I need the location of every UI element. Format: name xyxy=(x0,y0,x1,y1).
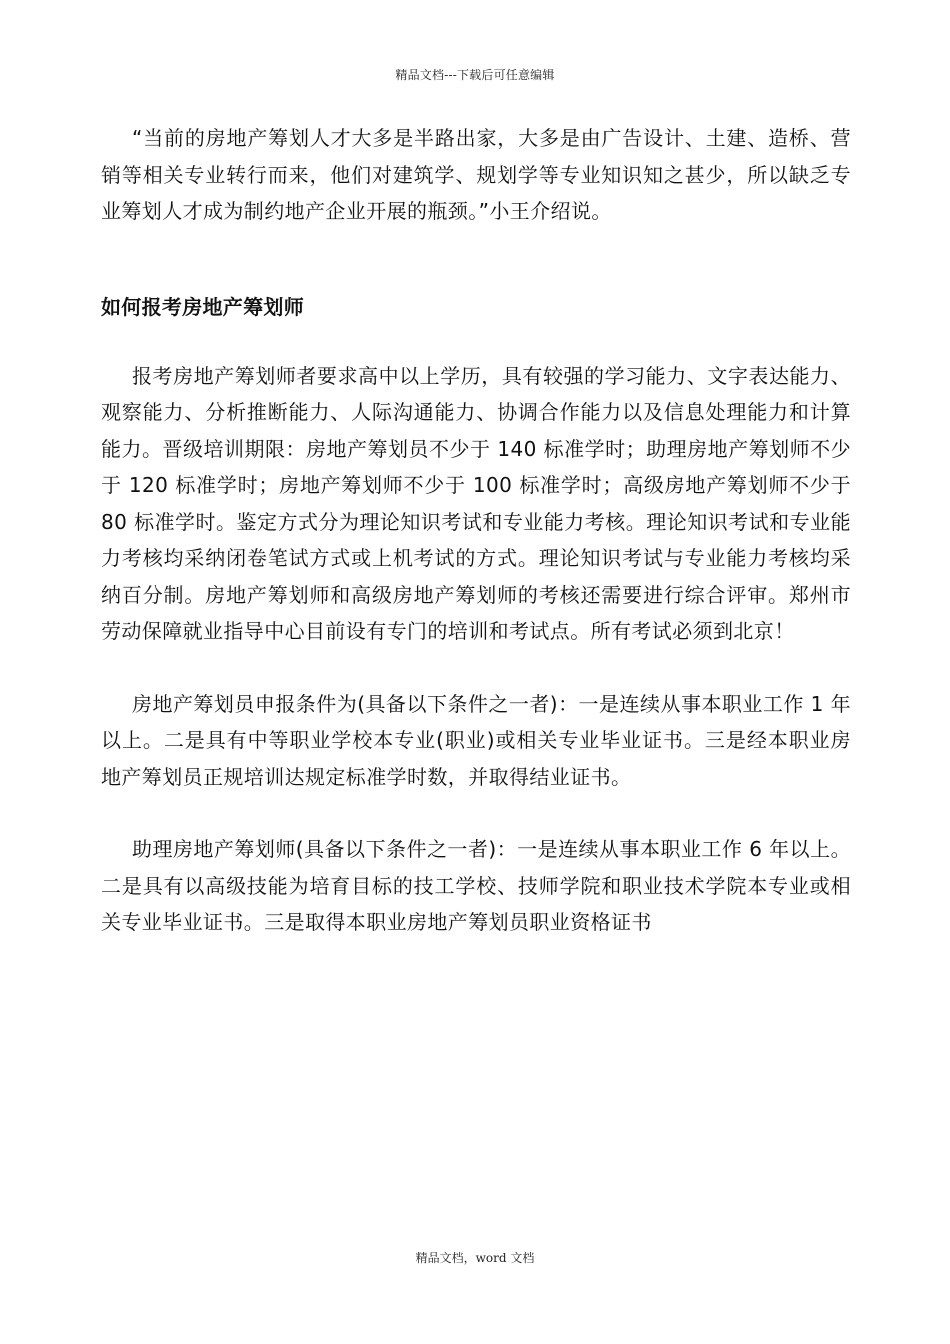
section-heading: 如何报考房地产筹划师 xyxy=(101,294,304,319)
page-header: 精品文档---下载后可任意编辑 xyxy=(395,68,555,82)
page-footer: 精品文档，word 文档 xyxy=(415,1251,535,1265)
paragraph-intro-quote: “当前的房地产筹划人才大多是半路出家，大多是由广告设计、土建、造桥、营销等相关专业转行而来，他们对建筑学、规划学等专业知识知之甚少，所以缺乏专业筹划人才成为制约地产企业开展的瓶颈。”小王介绍说。 xyxy=(101,126,851,223)
paragraph-requirements: 报考房地产筹划师者要求高中以上学历，具有较强的学习能力、文字表达能力、观察能力、分析推断能力、人际沟通能力、协调合作能力以及信息处理能力和计算能力。晋级培训期限：房地产筹划员不少于 140 标准学时；助理房地产筹划师不少于 120 标准学时；房地产筹划师不少于 100 标准学时；高级房地产筹划师不少于 80 标准学时。鉴定方式分为理论知识考试和专业能力考核。理论知识考试和专业能力考核均采纳闭卷笔试方式或上机考试的方式。理论知识考试与专业能力考核均采纳百分制。房地产筹划师和高级房地产筹划师的考核还需要进行综合评审。郑州市劳动保障就业指导中心目前设有专门的培训和考试点。所有考试必须到北京！ xyxy=(101,363,851,643)
document-body xyxy=(101,120,851,977)
paragraph-level-one-conditions: 房地产筹划员申报条件为(具备以下条件之一者)：一是连续从事本职业工作 1 年以上。二是具有中等职业学校本专业(职业)或相关专业毕业证书。三是经本职业房地产筹划员正规培训达规定标准学时数，并取得结业证书。 xyxy=(101,691,851,789)
paragraph-assistant-conditions: 助理房地产筹划师(具备以下条件之一者)：一是连续从事本职业工作 6 年以上。二是具有以高级技能为培育目标的技工学校、技师学院和职业技术学院本专业或相关专业毕业证书。三是取得本职业房地产筹划员职业资格证书 xyxy=(101,837,851,934)
